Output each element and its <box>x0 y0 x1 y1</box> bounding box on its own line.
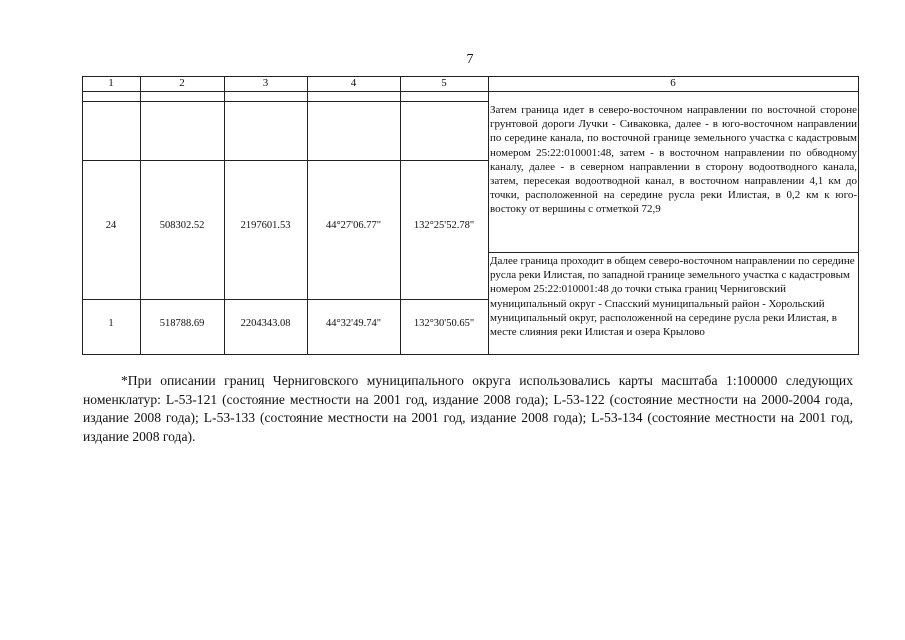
footnote: *При описании границ Черниговского муниципального округа использовались карты масштаба 1:100000 следующих номенклатур: L-53-121 (состояние местности на 2001 год, издание 2008 года); L-53-122 (состояние местности на 2000-2004 года, издание 2008 года); L-53-133 (состояние местности на 2001 год, издание 2008 года); L-53-134 (состояние местности на 2001 год, издание 2008 года). <box>83 373 853 444</box>
column-divider <box>858 76 859 355</box>
column-divider <box>140 76 141 355</box>
y-coordinate: 2204343.08 <box>240 318 291 329</box>
row-separator <box>82 160 488 161</box>
column-divider <box>400 76 401 355</box>
table-header-cell: 6 <box>670 77 676 89</box>
latitude: 44°32'49.74" <box>325 318 381 329</box>
boundary-description: Далее граница проходит в общем северо-восточном направлении по середине русла реки Илистая, по западной границе земельного участка с кадастровым номером 25:22:010001:48 до точки стыка границ Черниговский муниципальный округ - Спасский муниципальный район - Хорольский муниципальный округ, расположенной на середине русла реки Илистая, в месте слияния реки Илистая и озера Крылово <box>490 255 855 339</box>
row-separator <box>488 252 859 253</box>
latitude: 44°27'06.77" <box>325 220 381 231</box>
page-number: 7 <box>466 52 474 67</box>
table-header-cell: 1 <box>108 77 114 89</box>
column-divider <box>224 76 225 355</box>
x-coordinate: 508302.52 <box>159 220 205 231</box>
x-coordinate: 518788.69 <box>159 318 205 329</box>
longitude: 132°25'52.78" <box>413 220 475 231</box>
row-separator <box>82 299 488 300</box>
row-separator <box>82 101 488 102</box>
column-divider <box>82 76 83 355</box>
table-header-cell: 4 <box>350 77 357 89</box>
table-header-cell: 2 <box>179 77 185 89</box>
header-separator <box>82 91 859 92</box>
column-divider <box>307 76 308 355</box>
point-number: 24 <box>105 220 117 231</box>
y-coordinate: 2197601.53 <box>240 220 291 231</box>
table-header-cell: 5 <box>441 77 447 89</box>
column-divider <box>488 76 489 355</box>
table-header-cell: 3 <box>262 77 269 89</box>
table-border-bottom <box>82 354 859 355</box>
point-number: 1 <box>108 318 114 329</box>
longitude: 132°30'50.65" <box>413 318 475 329</box>
boundary-description: Затем граница идет в северо-восточном направлении по восточной стороне грунтовой дороги Лучки - Сиваковка, далее - в юго-восточном направлении по середине канала, по восточной границе земельного участка с кадастровым номером 25:22:010001:48, затем - в восточном направлении по обводному каналу, далее - в северном направлении в сторону водоотводного канала, затем, пересекая водоотводной канал, в восточном направлении 4,1 км до точки, расположенной на середине русла реки Илистая, в 0,2 км к юго-востоку от вершины с отметкой 72,9 <box>490 104 857 216</box>
